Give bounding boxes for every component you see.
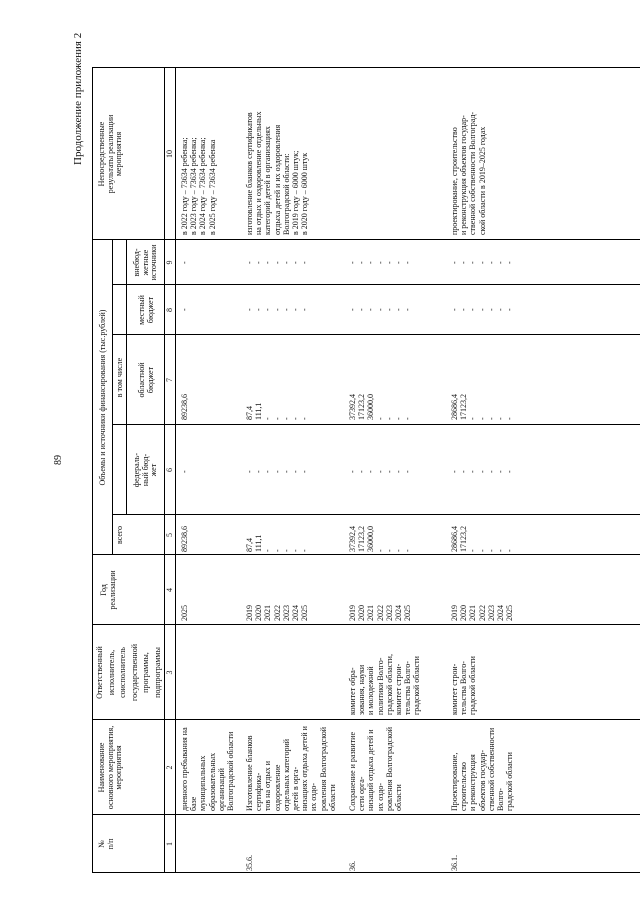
row-extra: - - - - - - - (450, 261, 515, 264)
row-name: Сохранение и развитие сети орга- низаций отдыха детей и их оздо- ровления Волгоградской области (348, 727, 404, 811)
col-number: 6 (165, 468, 174, 472)
header-responsible: Ответственный исполнитель, соисполнитель государственной программы, подпрограммы (95, 644, 162, 702)
header-name: Наименование основного мероприятия, мероприятия (97, 725, 124, 810)
row-total: 28686,4 17123,2 - - - - - (450, 526, 515, 552)
row-federal: - - - - - - - (450, 470, 515, 473)
row-local: - (180, 308, 189, 311)
row-results: в 2022 году – 73634 ребенка; в 2023 году – 73634 ребенка; в 2024 году – 73634 ребенка; в 2025 году – 73634 ребенка (180, 137, 217, 235)
page-number: 89 (53, 455, 64, 465)
col-number: 9 (165, 260, 174, 265)
header-regional: областной бюджет (137, 362, 155, 398)
row-number: 35.6. (245, 855, 254, 871)
col-number: 8 (165, 308, 174, 312)
row-results: проектирование, строительство и реконструкция объектов государ- ственной собственности Волгоград- ской области в 2019–2025 годах (450, 111, 487, 235)
row-years: 2019 2020 2021 2022 2023 2024 2025 (450, 605, 515, 621)
col-number: 10 (165, 150, 174, 158)
col-number: 5 (165, 533, 174, 537)
row-federal: - - - - - - - (245, 470, 310, 473)
row-extra: - - - - - - - (245, 261, 310, 264)
row-results: изготовление бланков сертификатов на отдых и оздоровление отдельных категорий детей в организациях отдыха детей и их оздоровления Волгоградской области: в 2019 году – 6000 штук; в 2020 году – 6000 штук (245, 111, 310, 235)
header-extra: внебюд- жетные источники (132, 244, 159, 281)
row-regional: 28686,4 17123,2 - - - - - (450, 394, 515, 420)
header-total: всего (115, 526, 124, 545)
col-number: 2 (165, 765, 174, 770)
header-num: № п/п (97, 838, 115, 850)
col-number: 1 (165, 842, 174, 846)
row-years: 2025 (180, 605, 189, 621)
header-local: местный бюджет (137, 295, 155, 325)
row-federal: - (180, 470, 189, 473)
col-number: 4 (165, 588, 174, 592)
row-federal: - - - - - - - (348, 470, 413, 473)
row-total: 37392,4 17123,2 36000,0 - - - - (348, 526, 413, 552)
row-total: 87,4 111,1 - - - - - (245, 534, 310, 552)
row-responsible: комитет обра- зования, науки и молодежной политики Волго- градской области, комитет строи- тельства Волго- градской области (348, 654, 422, 715)
row-number: 36. (348, 861, 357, 871)
row-extra: - - - - - - - (348, 261, 413, 264)
col-number: 3 (165, 670, 174, 675)
row-regional: 89238,6 (180, 394, 189, 420)
col-number: 7 (165, 378, 174, 382)
row-number: 36.1. (450, 855, 459, 871)
row-years: 2019 2020 2021 2022 2023 2024 2025 (245, 605, 310, 621)
row-local: - - - - - - - (348, 308, 413, 311)
row-name: дневного пребывания на базе муниципальных образовательных организаций Волгоградской области (180, 727, 236, 811)
row-years: 2019 2020 2021 2022 2023 2024 2025 (348, 605, 413, 621)
header-results: Непосредственные результаты реализации мероприятия (97, 114, 124, 194)
header-funding: Объемы и источники финансирования (тыс.рублей) (98, 309, 107, 486)
row-responsible: комитет строи- тельства Волго- градской области (450, 656, 478, 715)
row-name: Изготовление бланков сертифика- тов на отдых и оздоровление отдельных категорий детей в орга- низациях отдыха детей и их оздо- ровления Волгоградской области (245, 726, 337, 811)
row-regional: 87,4 111,1 - - - - - (245, 402, 310, 420)
row-extra: - (180, 261, 189, 264)
row-regional: 37392,4 17123,2 36000,0 - - - - (348, 394, 413, 420)
row-local: - - - - - - - (450, 308, 515, 311)
row-total: 89238,6 (180, 526, 189, 552)
row-name: Проектирование, строительство и реконструкция объектов государ- ственной собственности Волго- градской области (450, 727, 515, 811)
appendix-caption: Продолжение приложения 2 (72, 32, 84, 165)
header-year: Год реализации (99, 570, 117, 610)
header-including: в том числе (115, 357, 124, 398)
row-local: - - - - - - - (245, 308, 310, 311)
header-federal: федераль- ный бюд- жет (132, 452, 159, 488)
